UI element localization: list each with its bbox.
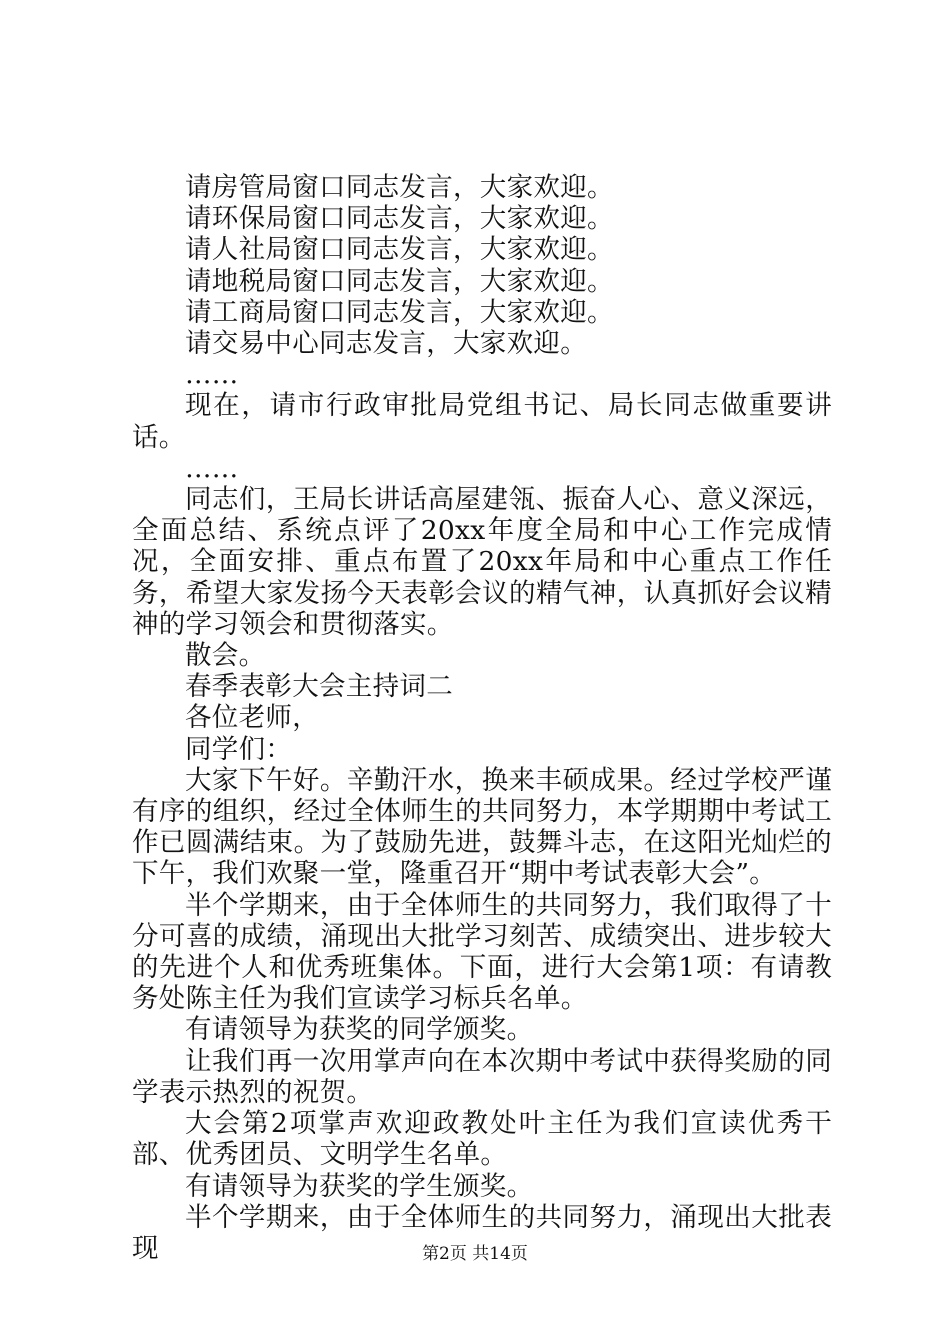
paragraph: 请人社局窗口同志发言，大家欢迎。 (185, 234, 614, 266)
document-body (132, 172, 832, 1264)
section-title: 春季表彰大会主持词二 (185, 671, 453, 703)
paragraph: 请环保局窗口同志发言，大家欢迎。 (185, 203, 614, 235)
ellipsis: …… (185, 452, 239, 484)
salutation: 各位老师， (185, 702, 319, 734)
paragraph: 大会第2项掌声欢迎政教处叶主任为我们宣读优秀干部、优秀团员、文明学生名单。 (132, 1108, 832, 1171)
page-number: 第2页 共14页 (422, 1244, 528, 1264)
paragraph: 半个学期来，由于全体师生的共同努力，涌现出大批表现 (132, 1201, 832, 1264)
paragraph: 现在，请市行政审批局党组书记、局长同志做重要讲话。 (132, 390, 832, 453)
page-footer (0, 1243, 950, 1265)
paragraph: 请交易中心同志发言，大家欢迎。 (185, 328, 587, 360)
paragraph: 请房管局窗口同志发言，大家欢迎。 (185, 172, 614, 203)
paragraph: 散会。 (185, 640, 266, 672)
paragraph: 有请领导为获奖的同学颁奖。 (185, 1014, 534, 1046)
paragraph: 大家下午好。辛勤汗水，换来丰硕成果。经过学校严谨有序的组织，经过全体师生的共同努力，本学期期中考试工作已圆满结束。为了鼓励先进，鼓舞斗志，在这阳光灿烂的下午，我们欢聚一堂，隆重召开“期中考试表彰大会”。 (132, 764, 832, 890)
paragraph: 同志们，王局长讲话高屋建瓴、振奋人心、意义深远，全面总结、系统点评了20xx年度全局和中心工作完成情况，全面安排、重点布置了20xx年局和中心重点工作任务，希望大家发扬今天表彰会议的精气神，认真抓好会议精神的学习领会和贯彻落实。 (132, 484, 832, 640)
ellipsis: …… (185, 359, 239, 391)
paragraph: 有请领导为获奖的学生颁奖。 (185, 1170, 534, 1202)
paragraph: 让我们再一次用掌声向在本次期中考试中获得奖励的同学表示热烈的祝贺。 (132, 1045, 832, 1108)
paragraph: 请地税局窗口同志发言，大家欢迎。 (185, 265, 614, 297)
paragraph: 半个学期来，由于全体师生的共同努力，我们取得了十分可喜的成绩，涌现出大批学习刻苦、成绩突出、进步较大的先进个人和优秀班集体。下面，进行大会第1项：有请教务处陈主任为我们宣读学习标兵名单。 (132, 889, 832, 1015)
paragraph: 请工商局窗口同志发言，大家欢迎。 (185, 296, 614, 328)
salutation: 同学们： (185, 733, 293, 765)
